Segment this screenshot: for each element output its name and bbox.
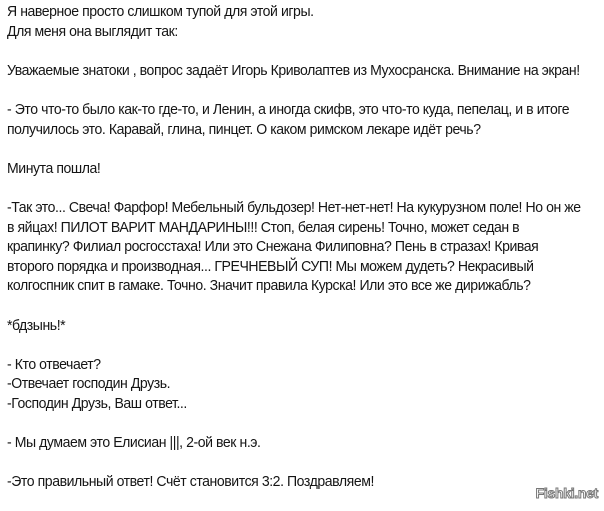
answer-text: - Мы думаем это Елисиан |||, 2-ой век н.э. [7,435,261,452]
watermark-logo: Fishki.net [535,485,598,501]
correct-answer-text: -Это правильный ответ! Счёт становится 3:2. Поздравляем! [7,474,374,491]
intro-line-2: Для меня она выглядит так: [7,23,178,40]
question-announcement: Уважаемые знатоки , вопрос задаёт Игорь Криволаптев из Мухосранска. Внимание на экран! [7,62,580,79]
druz-answers: -Отвечает господин Друзь. [7,376,171,393]
gong-text: *бдзынь!* [7,317,66,334]
intro-line-1: Я наверное просто слишком тупой для этой игры. [7,4,314,20]
discussion-text: -Так это... Свеча! Фарфор! Мебельный бульдозер! Нет-нет-нет! На кукурузном поле! Но он же в яйцах! ПИЛОТ ВАРИТ МАНДАРИНЫ!!! Стоп, белая сирень! Точно, может седан в крапинку? Филиал росгосстаха! Или это Снежана Филиповна? Пень в стразах! Кривая второго порядка и производная... ГРЕЧНЕВЫЙ СУП! Мы можем дудеть? Некрасивый колгоспник спит в гамаке. Точно. Значит правила Курска! Или это все же дирижабль? [7,199,581,295]
your-answer: -Господин Друзь, Ваш ответ... [7,395,187,412]
question-text: - Это что-то было как-то где-то, и Ленин, а иногда скифв, это что-то куда, пепелац, и в итоге получилось это. Каравай, глина, пинцет. О каком римском лекаре идёт речь? [7,101,570,138]
who-answers: - Кто отвечает? [7,356,101,373]
minute-started: Минута пошла! [7,160,101,177]
joke-text [7,3,583,493]
